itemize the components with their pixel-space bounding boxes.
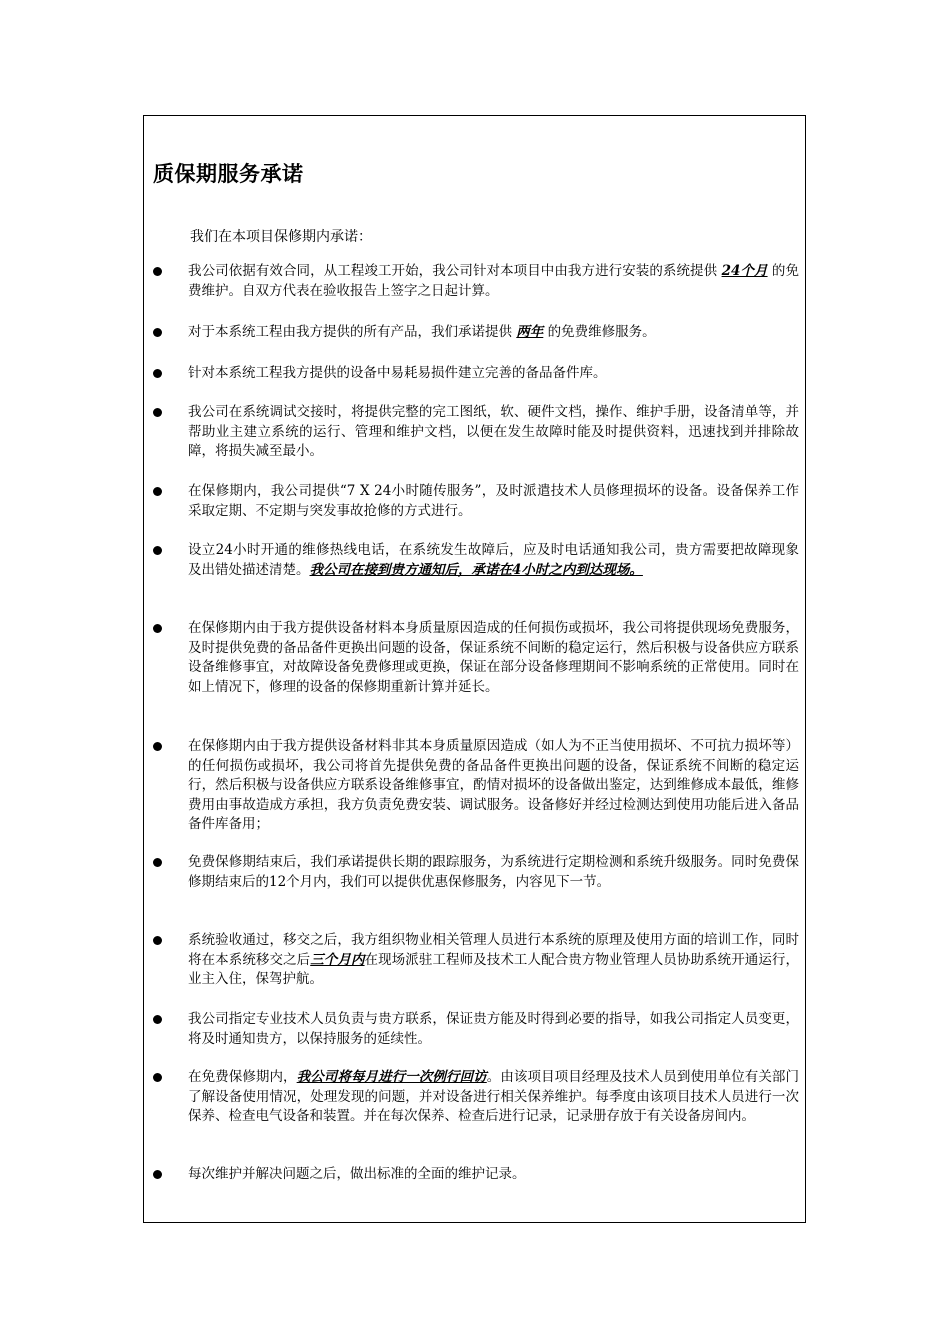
- bullet-icon: [153, 1073, 162, 1082]
- text-segment: 每次维护并解决问题之后，做出标准的全面的维护记录。: [188, 1166, 526, 1182]
- text-segment: 我公司依据有效合同，从工程竣工开始，我公司针对本项目中由我方进行安装的系统提供: [188, 263, 722, 279]
- bullet-icon: [153, 487, 162, 496]
- bullet-icon: [153, 858, 162, 867]
- list-item-text: [188, 541, 799, 580]
- bullet-icon: [153, 546, 162, 555]
- list-item: [153, 364, 799, 384]
- text-segment: 对于本系统工程由我方提供的所有产品，我们承诺提供: [188, 324, 517, 340]
- emphasized-text: 我公司在接到贵方通知后，承诺在4小时之内到达现场。: [309, 561, 643, 578]
- list-item-text: [188, 323, 799, 343]
- emphasized-text: 三个月内: [310, 951, 365, 968]
- bullet-icon: [153, 1015, 162, 1024]
- list-item-text: [188, 931, 799, 990]
- bullet-icon: [153, 408, 162, 417]
- bullet-icon: [153, 267, 162, 276]
- list-item: [153, 619, 799, 697]
- bullet-icon: [153, 936, 162, 945]
- list-item-text: [188, 1010, 799, 1049]
- text-segment: 我公司指定专业技术人员负责与贵方联系，保证贵方能及时得到必要的指导，如我公司指定人员变更，将及时通知贵方，以保持服务的延续性。: [188, 1011, 799, 1047]
- text-segment: 的免费维修服务。: [543, 324, 656, 340]
- text-segment: 在保修期内，我公司提供“7 X 24小时随传服务”，及时派遣技术人员修理损坏的设备。设备保养工作采取定期、不定期与突发事故抢修的方式进行。: [188, 483, 799, 519]
- text-segment: 在保修期内由于我方提供设备材料本身质量原因造成的任何损伤或损坏，我公司将提供现场免费服务，及时提供免费的备品备件更换出问题的设备，保证系统不间断的稳定运行，然后积极与设备供应方联系设备维修事宜，对故障设备免费修理或更换，保证在部分设备修理期间不影响系统的正常使用。同时在如上情况下，修理的设备的保修期重新计算并延长。: [188, 620, 799, 695]
- bullet-icon: [153, 1170, 162, 1179]
- emphasized-text: 24个月: [721, 263, 768, 279]
- list-item: [153, 931, 799, 990]
- list-item-text: [188, 619, 799, 697]
- list-item: [153, 403, 799, 462]
- text-segment: 。由该项目项目经理及技术人员到使用单位有关部门了解设备使用情况，处理发现的问题，并对设备进行相关保养维护。每季度由该项目技术人员进行一次保养、检查电气设备和装置。并在每次保养、检查后进行记录，记录册存放于有关设备房间内。: [188, 1069, 800, 1124]
- text-segment: 我公司在系统调试交接时，将提供完整的完工图纸，软、硬件文档，操作、维护手册，设备清单等，并帮助业主建立系统的运行、管理和维护文档，以便在发生故障时能及时提供资料，迅速找到并排除故障，将损失减至最小。: [188, 404, 799, 459]
- text-segment: 免费保修期结束后，我们承诺提供长期的跟踪服务，为系统进行定期检测和系统升级服务。同时免费保修期结束后的12个月内，我们可以提供优惠保修服务，内容见下一节。: [188, 854, 799, 890]
- list-item: [153, 262, 799, 301]
- list-item-text: [188, 1165, 799, 1185]
- list-item-text: [188, 364, 799, 384]
- list-item-text: [188, 737, 799, 835]
- list-item: [153, 1068, 799, 1127]
- text-segment: 在现场派驻工程师及技术工人配合贵方物业管理人员协助系统开通运行，业主入住，保驾护航。: [188, 951, 800, 987]
- intro-text: 我们在本项目保修期内承诺：: [190, 229, 372, 245]
- text-segment: 在免费保修期内，: [188, 1069, 297, 1085]
- text-segment: 的免费维护。自双方代表在验收报告上签字之日起计算。: [188, 263, 799, 299]
- list-item: [153, 323, 799, 343]
- text-segment: 系统验收通过，移交之后，我方组织物业相关管理人员进行本系统的原理及使用方面的培训工作，同时将在本系统移交之后: [188, 932, 799, 968]
- list-item-text: [188, 262, 799, 301]
- bullet-icon: [153, 742, 162, 751]
- bullet-icon: [153, 369, 162, 378]
- list-item-text: [188, 853, 799, 892]
- page-title: 质保期服务承诺: [153, 162, 304, 186]
- emphasized-text: 两年: [516, 324, 544, 340]
- text-segment: 设立24小时开通的维修热线电话，在系统发生故障后，应及时电话通知我公司，贵方需要把故障现象及出错处描述清楚。: [188, 542, 799, 578]
- list-item: [153, 541, 799, 580]
- list-item: [153, 1165, 799, 1185]
- list-item: [153, 737, 799, 835]
- bullet-icon: [153, 624, 162, 633]
- list-item: [153, 482, 799, 521]
- list-item-text: [188, 1068, 799, 1127]
- list-item-text: [188, 482, 799, 521]
- list-item: [153, 853, 799, 892]
- list-item-text: [188, 403, 799, 462]
- text-segment: 针对本系统工程我方提供的设备中易耗易损件建立完善的备品备件库。: [188, 365, 607, 381]
- bullet-icon: [153, 328, 162, 337]
- emphasized-text: 我公司将每月进行一次例行回访: [296, 1069, 487, 1085]
- text-segment: 在保修期内由于我方提供设备材料非其本身质量原因造成（如人为不正当使用损坏、不可抗力损坏等）的任何损伤或损坏，我公司将首先提供免费的备品备件更换出问题的设备，保证系统不间断的稳定运行，然后积极与设备供应方联系设备维修事宜，酌情对损坏的设备做出鉴定，达到维修成本最低，维修费用由事故造成方承担，我方负责免费安装、调试服务。设备修好并经过检测达到使用功能后进入备品备件库备用；: [188, 738, 799, 832]
- list-item: [153, 1010, 799, 1049]
